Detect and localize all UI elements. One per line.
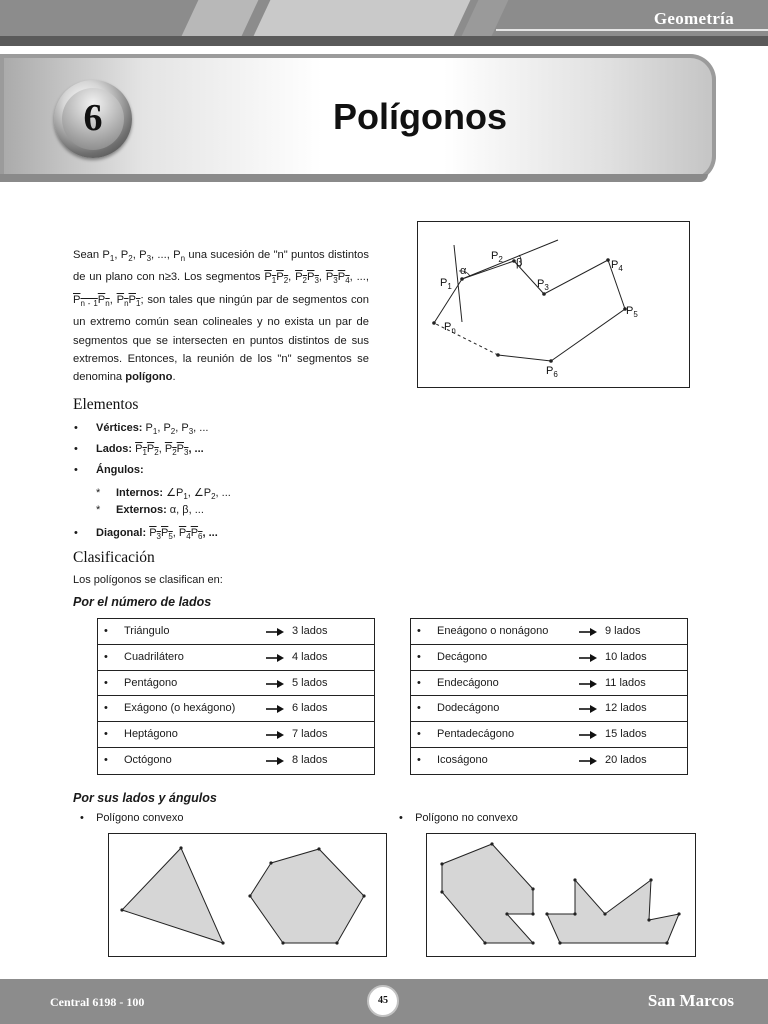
table-row (98, 671, 374, 697)
polygon-name: Pentágono (124, 676, 178, 689)
bullet: • (104, 650, 108, 663)
polygon-name: Endecágono (437, 676, 499, 689)
page-number-badge (367, 985, 399, 1017)
arrow-right-icon (266, 731, 284, 739)
table-row (98, 645, 374, 671)
bullet: • (104, 702, 108, 715)
arrow-right-icon (266, 757, 284, 765)
vertex-label: $P_4$ (611, 259, 623, 273)
side-count: 5 lados (292, 676, 328, 689)
table-row (98, 748, 374, 774)
classification-intro: Los polígonos se clasifican en: (73, 574, 223, 586)
table-row (411, 748, 687, 774)
header-bar (0, 0, 768, 36)
sides-table-left (97, 618, 375, 775)
arrow-right-icon (579, 731, 597, 739)
by-sides-angles-heading: Por sus lados y ángulos (73, 791, 217, 805)
list-item: * Externos: α, β, ... (96, 504, 204, 516)
side-count: 11 lados (605, 676, 646, 689)
polygon-name: Cuadrilátero (124, 650, 184, 663)
footer-brand: San Marcos (647, 991, 734, 1010)
table-row (98, 619, 374, 645)
polygon-name: Dodecágono (437, 702, 500, 715)
subject-title: Geometría (653, 9, 734, 28)
polygon-name: Octógono (124, 753, 172, 766)
vertex-label: $P_3$ (537, 278, 549, 292)
angle-label-alpha: α (460, 265, 467, 277)
page-number: 45 (378, 995, 388, 1006)
side-count: 12 lados (605, 702, 647, 715)
table-row (98, 722, 374, 748)
table-row (411, 722, 687, 748)
arrow-right-icon (579, 705, 597, 713)
polygon-name: Pentadecágono (437, 728, 515, 741)
vertex-label: $P_5$ (626, 305, 638, 319)
bullet: • (417, 753, 421, 766)
vertex-label: $P_n$ (444, 321, 456, 335)
polygon-name: Eneágono o nonágono (437, 625, 549, 637)
intro-paragraph: Sean $P_1$, $P_2$, $P_3$, ..., $P_n$ una sucesión de "n" puntos distintos de un plano con n≥3. Los segmentos $P_1P_2$, $P_2P_3$, $P_3P_4$, ..., $P_{n - 1}P_n$, $P_nP_1$; son tales que ningún par de segmentos con un extremo común sean colineales y no exista un par de segmentos que se intersecten en puntos distintos de sus extremos. Entonces, la reunión de los "n" segmentos se denomina polígono. (73, 249, 370, 383)
polygon-name: Decágono (437, 650, 488, 663)
bullet: • (417, 650, 421, 663)
side-count: 9 lados (605, 625, 641, 637)
bullet: • (417, 728, 421, 741)
arrow-right-icon (266, 680, 284, 688)
bullet: • (104, 753, 108, 766)
bullet: • (104, 676, 108, 689)
chapter-badge-inner (62, 88, 124, 150)
arrow-right-icon (266, 705, 284, 713)
arrow-right-icon (579, 654, 597, 662)
convex-label: • Polígono convexo (80, 812, 184, 824)
by-sides-heading: Por el número de lados (73, 595, 212, 609)
bullet: • (417, 676, 421, 689)
list-item: • Lados: $P_1P_2$, $P_2P_3$, ... (74, 443, 204, 458)
side-count: 10 lados (605, 650, 647, 663)
polygon-figure (417, 221, 690, 388)
bullet: • (104, 625, 108, 637)
side-count: 20 lados (605, 753, 647, 766)
bullet: • (417, 702, 421, 715)
arrow-right-icon (579, 680, 597, 688)
page-title: Polígonos (333, 96, 507, 137)
vertex-label: $P_2$ (491, 250, 503, 264)
segment: $P_1P_2$ (264, 271, 289, 286)
non-convex-label: • Polígono no convexo (399, 812, 518, 824)
elements-heading: Elementos (73, 396, 139, 413)
segment: $P_{n - 1}P_n$ (73, 293, 110, 309)
angle-label-beta: β (516, 257, 523, 269)
convex-polygons (109, 834, 388, 958)
side-count: 4 lados (292, 650, 328, 663)
list-item: • Diagonal: $P_3P_5$, $P_4P_6$, ... (74, 527, 218, 542)
arrow-right-icon (579, 628, 597, 636)
table-row (411, 645, 687, 671)
arrow-right-icon (579, 757, 597, 765)
bullet: • (417, 625, 421, 637)
segment: $P_nP_1$ (116, 293, 141, 309)
arrow-right-icon (266, 628, 284, 636)
polygon-diagram (418, 222, 691, 389)
side-count: 7 lados (292, 728, 328, 741)
vertex-label: $P_6$ (546, 365, 558, 379)
table-row (411, 671, 687, 697)
classification-heading: Clasificación (73, 549, 155, 566)
side-count: 6 lados (292, 702, 328, 715)
table-row (98, 696, 374, 722)
bullet: • (104, 728, 108, 741)
sides-table-right (410, 618, 688, 775)
polygon-name: Triángulo (124, 625, 170, 637)
elements-list (74, 418, 231, 544)
side-count: 3 lados (292, 625, 328, 637)
segment: $P_2P_3$ (295, 271, 319, 286)
table-row (411, 619, 687, 645)
header-stripe (182, 0, 259, 36)
non-convex-figure (426, 833, 696, 957)
list-item: • Ángulos: (74, 464, 144, 476)
header-line (496, 29, 768, 31)
side-count: 15 lados (605, 728, 647, 741)
segment: $P_3P_4$ (325, 271, 350, 286)
list-item: • Vértices: $P_1$, $P_2$, $P_3$, ... (74, 422, 209, 437)
side-count: 8 lados (292, 753, 328, 766)
footer-phone: Central 6198 - 100 (50, 995, 145, 1009)
vertex-label: $P_1$ (440, 277, 452, 291)
chapter-number: 6 (83, 97, 103, 139)
header-underbar (0, 36, 768, 46)
non-convex-polygons (427, 834, 697, 958)
convex-figure (108, 833, 387, 957)
list-item: * Internos: $\angle P_1$, $\angle P_2$, ... (96, 487, 231, 502)
chapter-badge (54, 80, 132, 158)
polygon-name: Exágono (o hexágono) (124, 702, 236, 715)
polygon-name: Heptágono (124, 728, 178, 741)
table-row (411, 696, 687, 722)
arrow-right-icon (266, 654, 284, 662)
polygon-name: Icoságono (437, 753, 488, 766)
header-stripe (254, 0, 471, 36)
